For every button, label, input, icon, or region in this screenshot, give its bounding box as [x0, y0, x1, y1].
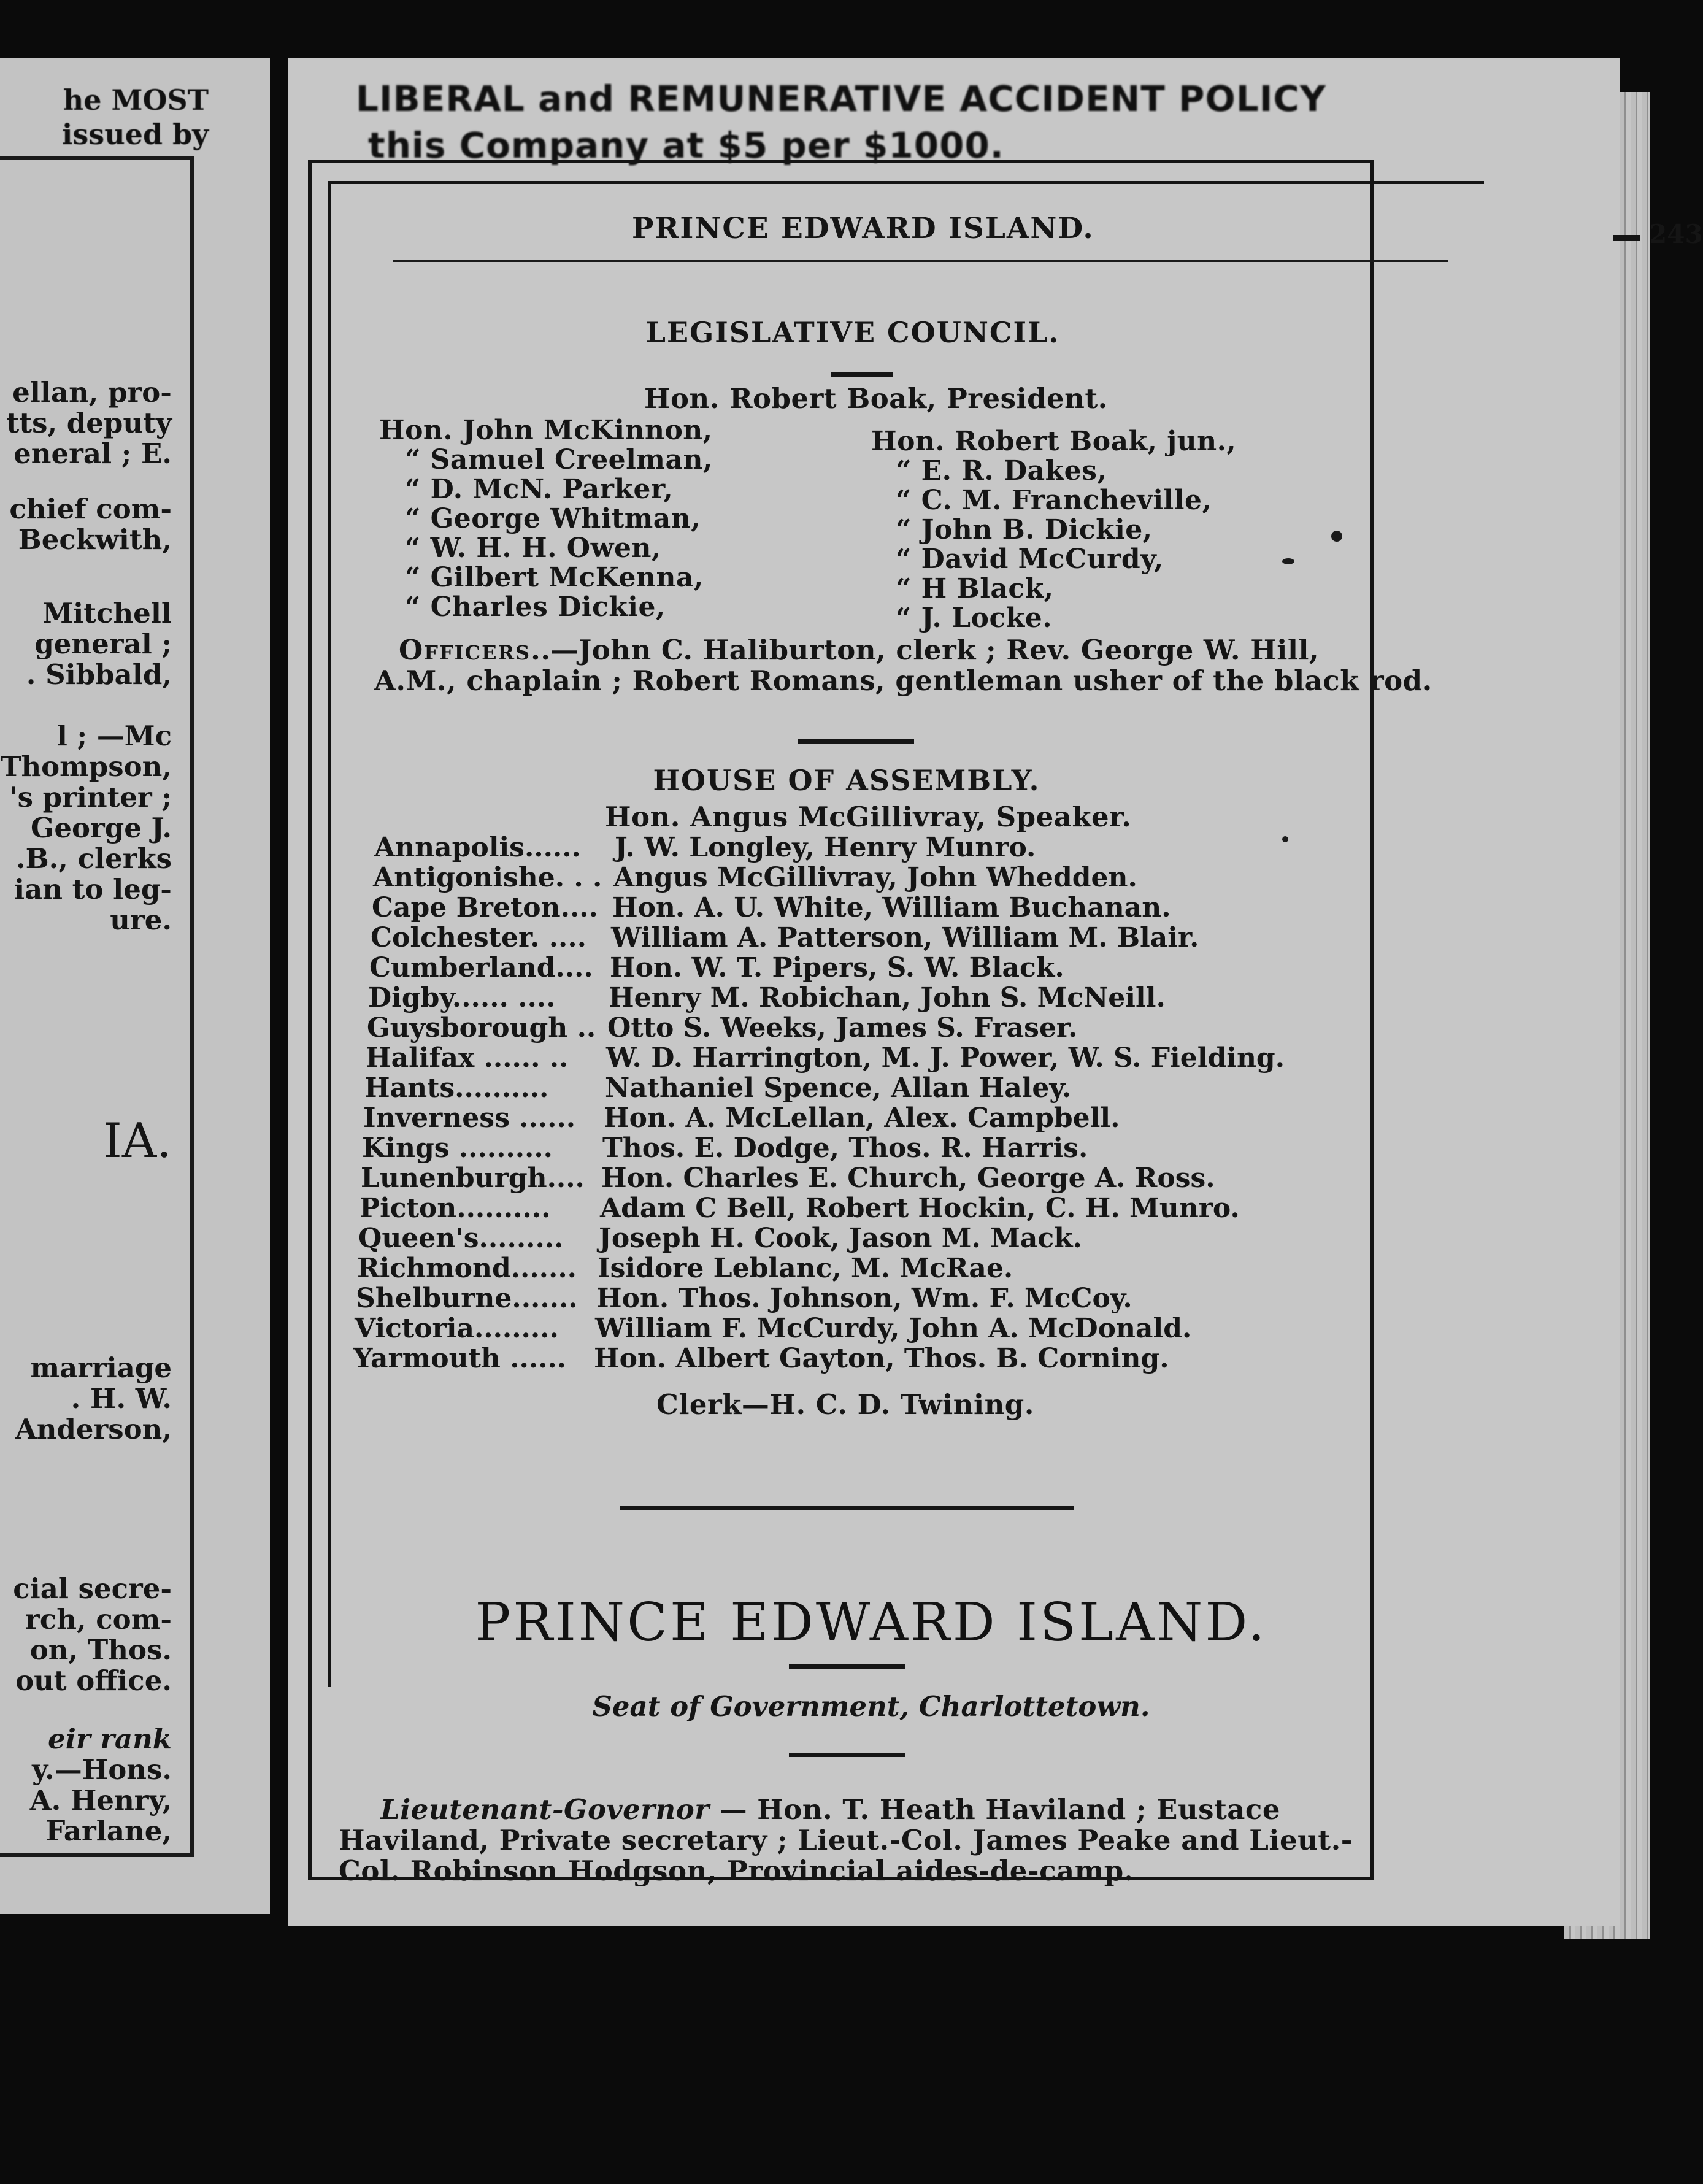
assembly-row [368, 982, 1166, 1013]
constituency: Queen's......... [358, 1223, 564, 1254]
left-page-line: on, Thos. [29, 1634, 172, 1666]
members: Hon. Charles E. Church, George A. Ross. [601, 1163, 1215, 1194]
left-page-line: cial secre- [13, 1572, 172, 1605]
members: Angus McGillivray, John Whedden. [613, 862, 1137, 893]
left-page-line: 's printer ; [9, 781, 172, 813]
lieutenant-governor-line [380, 1794, 1280, 1825]
constituency: Victoria......... [355, 1313, 559, 1344]
running-head-dash [1613, 235, 1640, 241]
page-number: 243 [1649, 219, 1703, 249]
council-member: “ E. R. Dakes, [896, 455, 1107, 486]
council-member: “ W. H. H. Owen, [405, 533, 661, 564]
constituency: Kings .......... [362, 1132, 553, 1164]
constituency: Annapolis...... [374, 832, 581, 863]
left-page-line: chief com- [9, 493, 172, 525]
assembly-row [371, 922, 1199, 953]
assembly-row [361, 1163, 1215, 1194]
assembly-row [369, 952, 1064, 983]
pei-section-title: PRINCE EDWARD ISLAND. [475, 1592, 1267, 1653]
left-page-line: A. Henry, [29, 1784, 172, 1817]
left-page-line: Anderson, [15, 1413, 172, 1445]
constituency: Cumberland.... [369, 952, 593, 983]
legislative-council-heading: LEGISLATIVE COUNCIL. [645, 316, 1060, 349]
left-page-line: out office. [15, 1664, 172, 1697]
council-member: “ C. M. Francheville, [896, 485, 1212, 516]
assembly-row [358, 1223, 1082, 1254]
assembly-row [364, 1072, 1072, 1104]
council-member: Hon. Robert Boak, jun., [871, 426, 1237, 457]
left-page-line: rch, com- [25, 1603, 172, 1636]
council-member: “ Charles Dickie, [405, 591, 666, 623]
council-officers-continued: A.M., chaplain ; Robert Romans, gentleman usher of the black rod. [374, 664, 1432, 697]
adjacent-left-page [0, 58, 270, 1914]
members: Hon. Thos. Johnson, Wm. F. McCoy. [596, 1283, 1132, 1314]
constituency: Cape Breton.... [372, 892, 598, 923]
constituency: Shelburne....... [356, 1283, 578, 1314]
members: Hon. W. T. Pipers, S. W. Black. [610, 952, 1064, 983]
banner-line: this Company at $5 per $1000. [368, 125, 1004, 166]
assembly-clerk: Clerk—H. C. D. Twining. [656, 1388, 1034, 1421]
officers-text: ..—John C. Haliburton, clerk ; Rev. George W. Hill, [531, 634, 1320, 666]
left-page-line: marriage [30, 1352, 172, 1384]
left-page-line: George J. [30, 812, 172, 844]
left-page-heading: IA. [103, 1113, 172, 1169]
council-member: “ Gilbert McKenna, [405, 562, 704, 593]
assembly-row [374, 832, 1036, 863]
banner-line: LIBERAL and REMUNERATIVE ACCIDENT POLICY [356, 78, 1326, 120]
left-page-line: ellan, pro- [12, 376, 172, 409]
assembly-row [355, 1313, 1192, 1344]
house-of-assembly-heading: HOUSE OF ASSEMBLY. [653, 764, 1040, 797]
assembly-row [359, 1193, 1240, 1224]
left-page-line: Farlane, [45, 1815, 172, 1847]
council-officers [399, 635, 1319, 666]
left-page-line: eneral ; E. [13, 437, 172, 470]
left-page-line: Mitchell [42, 597, 172, 629]
assembly-row [363, 1102, 1120, 1134]
left-page-line: .B., clerks [15, 842, 172, 875]
assembly-speaker: Hon. Angus McGillivray, Speaker. [605, 801, 1132, 833]
members: Henry M. Robichan, John S. McNeill. [609, 982, 1166, 1013]
officers-label: Officers [399, 634, 531, 666]
members: J. W. Longley, Henry Munro. [615, 832, 1036, 863]
print-speck [1282, 836, 1288, 842]
members: Thos. E. Dodge, Thos. R. Harris. [602, 1132, 1088, 1164]
assembly-row [366, 1042, 1285, 1074]
running-head-title: PRINCE EDWARD ISLAND. [632, 212, 1094, 245]
constituency: Colchester. .... [371, 922, 586, 953]
left-page-top-text [0, 83, 209, 152]
council-member: “ John B. Dickie, [896, 514, 1153, 545]
section-rule [789, 1664, 905, 1669]
left-page-line: l ; —Mc [56, 720, 172, 752]
left-page-line: ian to leg- [14, 873, 172, 906]
assembly-row [373, 862, 1137, 893]
assembly-row [367, 1012, 1078, 1044]
members: Otto S. Weeks, James S. Fraser. [607, 1012, 1078, 1044]
left-page-line: Beckwith, [18, 523, 172, 556]
constituency: Lunenburgh.... [361, 1163, 585, 1194]
members: Adam C Bell, Robert Hockin, C. H. Munro. [600, 1193, 1240, 1224]
left-page-line: y.—Hons. [32, 1753, 172, 1786]
assembly-row [353, 1343, 1169, 1374]
section-rule [798, 739, 914, 744]
lieutenant-governor-continued: Haviland, Private secretary ; Lieut.-Col. James Peake and Lieut.- [339, 1824, 1353, 1856]
members: William F. McCurdy, John A. McDonald. [595, 1313, 1192, 1344]
left-page-line: . Sibbald, [26, 658, 172, 691]
seat-of-government: Seat of Government, Charlottetown. [592, 1690, 1150, 1723]
header-rule [393, 260, 1448, 262]
council-member: “ H Black, [896, 573, 1054, 604]
left-page-line: ure. [110, 904, 172, 936]
constituency: Richmond....... [357, 1253, 577, 1284]
constituency: Picton.......... [359, 1193, 551, 1224]
left-page-line: tts, deputy [6, 407, 172, 439]
assembly-row [357, 1253, 1013, 1284]
assembly-row [356, 1283, 1132, 1314]
left-page-line: Thompson, [0, 750, 172, 783]
council-member: “ David McCurdy, [896, 544, 1164, 575]
council-president: Hon. Robert Boak, President. [644, 382, 1108, 415]
constituency: Antigonishe. . . [373, 862, 602, 893]
council-member: “ George Whitman, [405, 503, 701, 534]
running-head [632, 212, 1703, 255]
members: William A. Patterson, William M. Blair. [611, 922, 1199, 953]
section-divider [620, 1506, 1074, 1510]
print-speck [1331, 531, 1342, 542]
constituency: Digby...... .... [368, 982, 556, 1013]
members: Nathaniel Spence, Allan Haley. [605, 1072, 1072, 1104]
council-member: “ D. McN. Parker, [405, 474, 674, 505]
lieutenant-governor-continued: Col. Robinson Hodgson, Provincial aides-de-camp. [339, 1855, 1134, 1887]
assembly-row [362, 1132, 1088, 1164]
constituency: Guysborough .. [367, 1012, 596, 1044]
lieutenant-governor-label: Lieutenant-Governor [380, 1793, 710, 1826]
council-member: Hon. John McKinnon, [379, 415, 713, 446]
members: Isidore Leblanc, M. McRae. [598, 1253, 1013, 1284]
left-page-line: eir rank [48, 1723, 172, 1755]
book-page [288, 58, 1703, 1926]
members: Hon. Albert Gayton, Thos. B. Corning. [594, 1343, 1169, 1374]
members: Hon. A. U. White, William Buchanan. [612, 892, 1171, 923]
constituency: Inverness ...... [363, 1102, 576, 1134]
lieutenant-governor-text: — Hon. T. Heath Haviland ; Eustace [709, 1793, 1280, 1826]
constituency: Yarmouth ...... [353, 1343, 567, 1374]
council-member: “ Samuel Creelman, [405, 444, 713, 475]
print-speck [1282, 558, 1294, 564]
left-page-top-line: issued by [61, 118, 209, 151]
constituency: Halifax ...... .. [366, 1042, 569, 1074]
council-member: “ J. Locke. [896, 602, 1053, 634]
constituency: Hants.......... [364, 1072, 549, 1104]
section-rule [831, 372, 893, 377]
advertising-banner [356, 75, 1583, 169]
section-rule [789, 1753, 905, 1757]
left-page-line: . H. W. [71, 1382, 172, 1415]
members: W. D. Harrington, M. J. Power, W. S. Fielding. [606, 1042, 1285, 1074]
left-page-top-line: he MOST [63, 83, 209, 117]
assembly-row [372, 892, 1171, 923]
left-page-line: general ; [34, 628, 172, 660]
members: Hon. A. McLellan, Alex. Campbell. [604, 1102, 1120, 1134]
members: Joseph H. Cook, Jason M. Mack. [599, 1223, 1082, 1254]
